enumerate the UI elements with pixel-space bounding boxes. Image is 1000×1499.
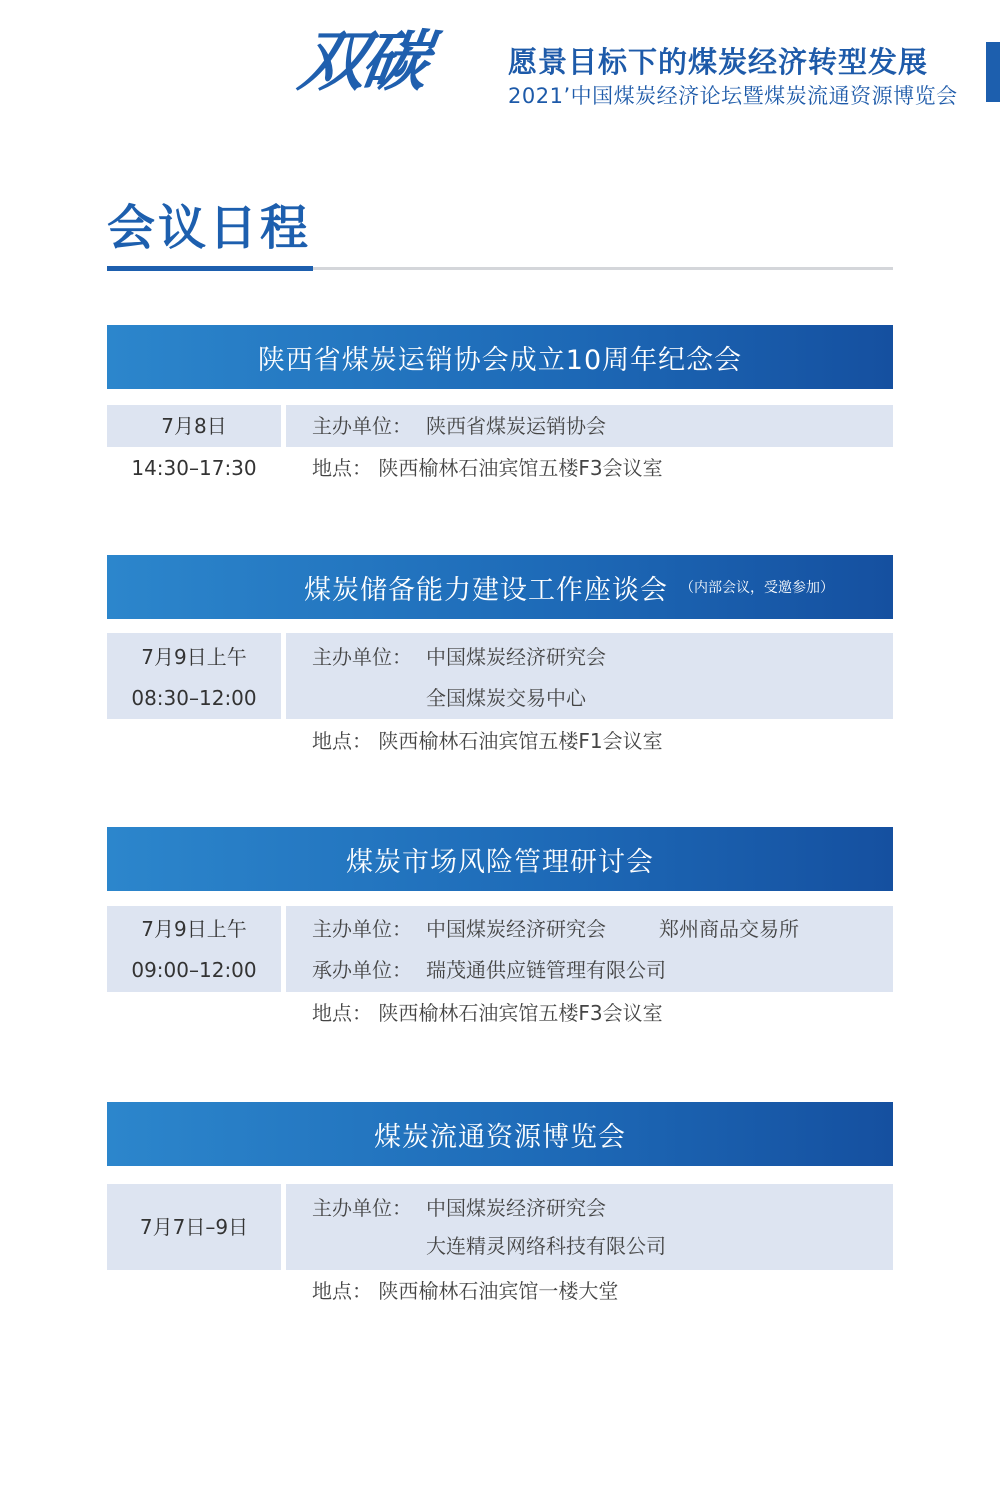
venue: 地点： 陕西榆林石油宾馆五楼F3会议室 [312, 456, 663, 480]
section-banner [107, 827, 893, 891]
section-title: 陕西省煤炭运销协会成立10周年纪念会 [257, 344, 743, 376]
section-title: 煤炭流通资源博览会 [374, 1121, 626, 1153]
section-title: 煤炭储备能力建设工作座谈会 [304, 574, 668, 606]
co-organizer-label: 承办单位： [312, 958, 412, 982]
section-date: 7月9日上午 [141, 645, 247, 669]
organizer-name: 全国煤炭交易中心 [426, 686, 586, 710]
page-title: 会议日程 [107, 200, 312, 256]
section-time: 09:00–12:00 [131, 958, 257, 982]
title-divider-accent [107, 266, 313, 271]
venue: 地点： 陕西榆林石油宾馆五楼F3会议室 [312, 1001, 663, 1025]
schedule-section-4 [107, 1102, 893, 1303]
section-title-note: （内部会议，受邀参加） [680, 580, 834, 596]
section-title: 煤炭市场风险管理研讨会 [346, 846, 654, 878]
venue: 地点： 陕西榆林石油宾馆一楼大堂 [312, 1279, 619, 1303]
organizer-label: 主办单位： [312, 917, 412, 941]
section-date: 7月7日–9日 [139, 1215, 249, 1239]
organizer-label: 主办单位： [312, 645, 412, 669]
logo: 双碳 [294, 22, 430, 100]
venue: 地点： 陕西榆林石油宾馆五楼F1会议室 [312, 729, 663, 753]
section-date: 7月9日上午 [141, 917, 247, 941]
section-time: 08:30–12:00 [131, 686, 257, 710]
header-title: 愿景目标下的煤炭经济转型发展 [508, 45, 929, 79]
edge-accent-bar [986, 42, 1000, 102]
organizer-label: 主办单位： [312, 414, 412, 438]
organizer-name: 大连精灵网络科技有限公司 [426, 1234, 666, 1258]
section-date: 7月8日 [161, 414, 227, 438]
section-time: 14:30–17:30 [131, 456, 257, 480]
organizer-name: 中国煤炭经济研究会 [426, 645, 606, 669]
schedule-section-1 [107, 325, 893, 480]
organizer-name: 郑州商品交易所 [659, 917, 799, 941]
organizer-label: 主办单位： [312, 1196, 412, 1220]
schedule-section-2 [107, 555, 893, 753]
section-banner [107, 325, 893, 389]
co-organizer-name: 瑞茂通供应链管理有限公司 [426, 958, 666, 982]
organizer-name: 陕西省煤炭运销协会 [426, 414, 606, 438]
header-subtitle: 2021’中国煤炭经济论坛暨煤炭流通资源博览会 [508, 84, 958, 108]
organizer-name: 中国煤炭经济研究会 [426, 917, 606, 941]
organizer-name: 中国煤炭经济研究会 [426, 1196, 606, 1220]
schedule-section-3 [107, 827, 893, 1025]
section-banner [107, 555, 893, 619]
section-banner [107, 1102, 893, 1166]
